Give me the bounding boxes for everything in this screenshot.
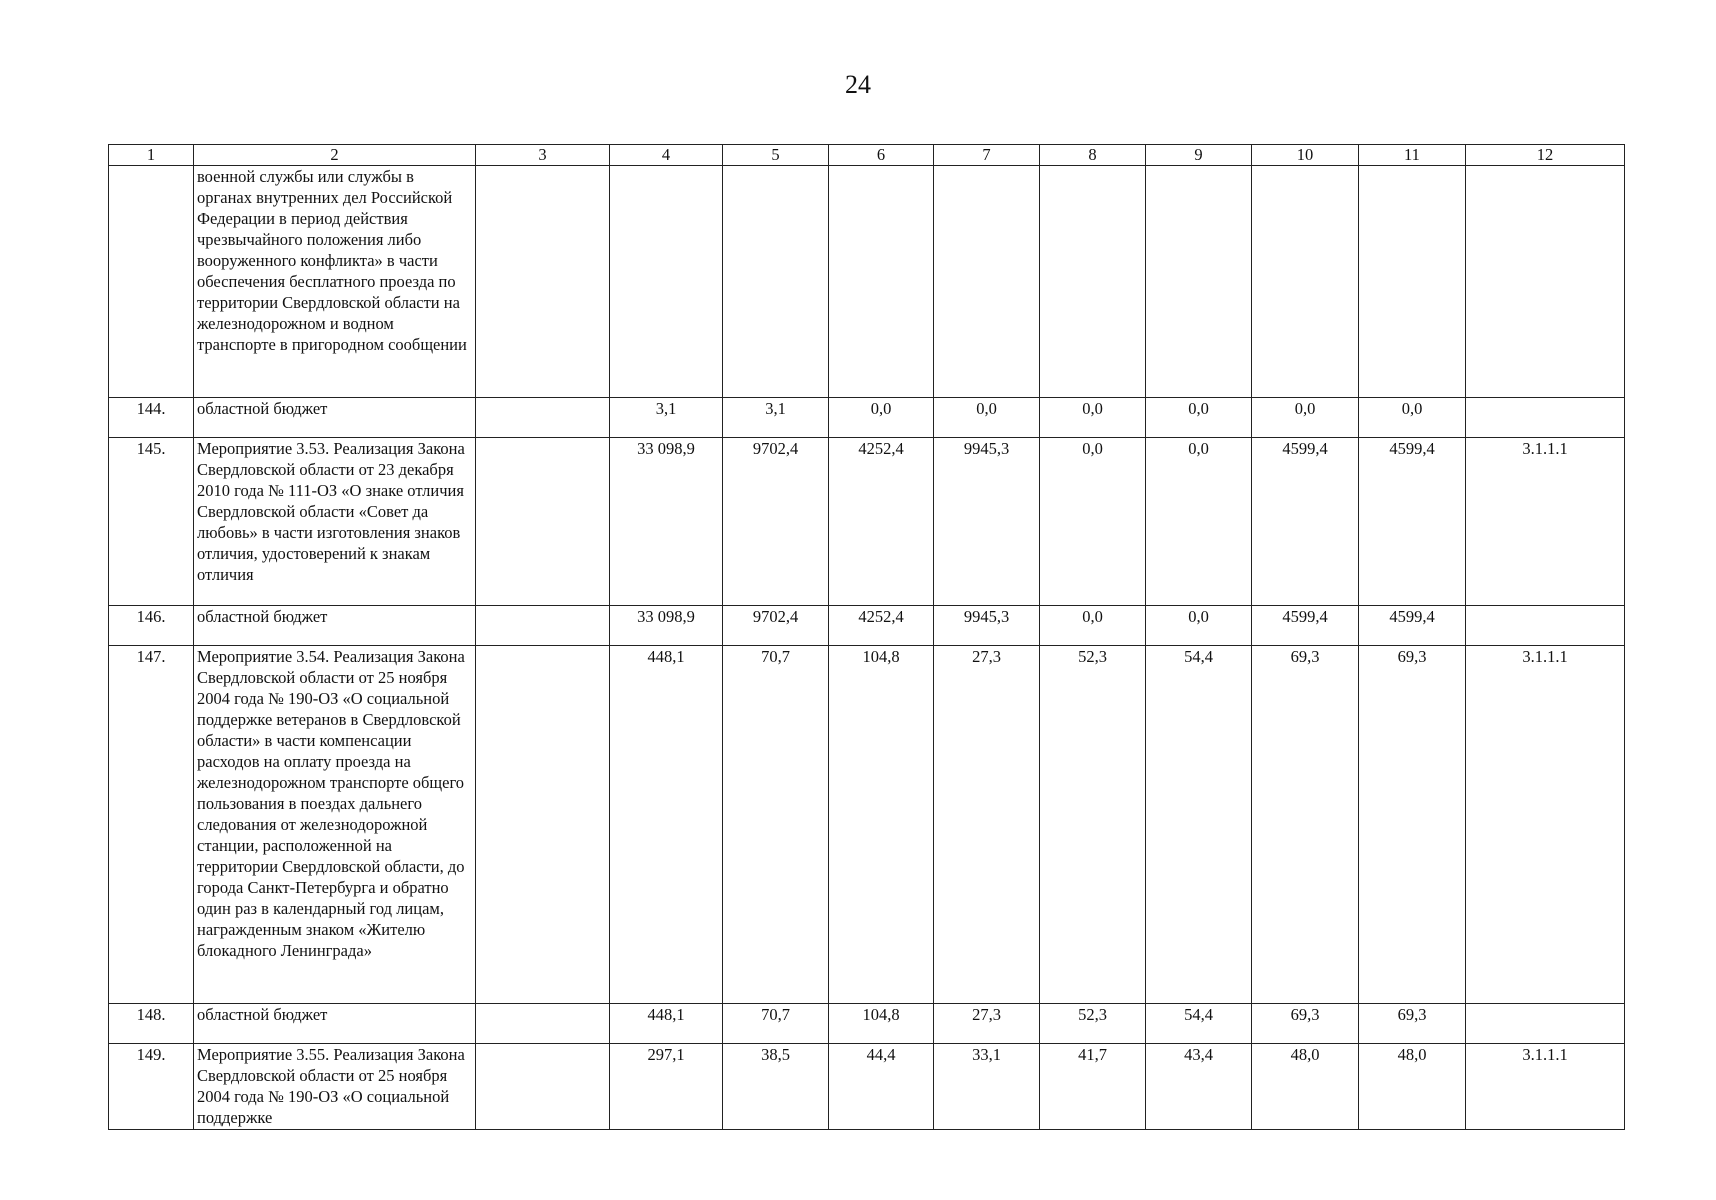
table-row (109, 1044, 1625, 1130)
table-cell: 0,0 (1040, 606, 1146, 646)
column-header: 9 (1146, 145, 1252, 166)
table-cell: 4599,4 (1359, 606, 1466, 646)
table-cell: 4599,4 (1252, 438, 1359, 606)
table-cell: 0,0 (1252, 398, 1359, 438)
table-cell (476, 646, 610, 1004)
table-cell: 4252,4 (829, 438, 934, 606)
table-cell: 38,5 (723, 1044, 829, 1130)
table-cell (1466, 398, 1625, 438)
table-cell: 9702,4 (723, 438, 829, 606)
column-header: 7 (934, 145, 1040, 166)
table-cell: 4599,4 (1359, 438, 1466, 606)
table-row (109, 1004, 1625, 1044)
table-cell: 44,4 (829, 1044, 934, 1130)
table-cell (1359, 166, 1466, 398)
table-row (109, 166, 1625, 398)
table-cell: 3.1.1.1 (1466, 1044, 1625, 1130)
table-cell: 0,0 (829, 398, 934, 438)
table-cell: 3,1 (723, 398, 829, 438)
column-header: 12 (1466, 145, 1625, 166)
row-description: областной бюджет (194, 398, 476, 438)
table-cell: 9945,3 (934, 438, 1040, 606)
table-cell: 3,1 (610, 398, 723, 438)
table-cell: 4599,4 (1252, 606, 1359, 646)
table-cell: 43,4 (1146, 1044, 1252, 1130)
table-cell: 0,0 (1146, 398, 1252, 438)
table-cell (476, 166, 610, 398)
table-cell: 3.1.1.1 (1466, 646, 1625, 1004)
table-cell: 52,3 (1040, 646, 1146, 1004)
column-header: 8 (1040, 145, 1146, 166)
table-cell (476, 398, 610, 438)
table-cell (1466, 1004, 1625, 1044)
table-cell (476, 1044, 610, 1130)
table-cell: 27,3 (934, 1004, 1040, 1044)
row-description: областной бюджет (194, 1004, 476, 1044)
column-header: 2 (194, 145, 476, 166)
table-cell (1146, 166, 1252, 398)
row-number: 145. (109, 438, 194, 606)
table-cell: 48,0 (1252, 1044, 1359, 1130)
table-cell (476, 1004, 610, 1044)
table-cell: 54,4 (1146, 646, 1252, 1004)
column-number-header-row (109, 145, 1625, 166)
table-cell: 33 098,9 (610, 606, 723, 646)
table-cell: 104,8 (829, 646, 934, 1004)
row-number: 146. (109, 606, 194, 646)
table-cell: 0,0 (1040, 398, 1146, 438)
table-row (109, 438, 1625, 606)
table-cell: 0,0 (1359, 398, 1466, 438)
column-header: 1 (109, 145, 194, 166)
table-cell: 297,1 (610, 1044, 723, 1130)
table-cell: 48,0 (1359, 1044, 1466, 1130)
table-cell: 0,0 (1146, 438, 1252, 606)
row-description: Мероприятие 3.53. Реализация Закона Свердловской области от 23 декабря 2010 года № 111-ОЗ «О знаке отличия Свердловской области «Совет да любовь» в части изготовления знаков отличия, удостоверений к знакам отличия (194, 438, 476, 606)
table-cell (1040, 166, 1146, 398)
table-cell (723, 166, 829, 398)
column-header: 6 (829, 145, 934, 166)
row-number: 144. (109, 398, 194, 438)
table-cell: 9702,4 (723, 606, 829, 646)
table-cell: 41,7 (1040, 1044, 1146, 1130)
table-cell: 448,1 (610, 646, 723, 1004)
table-cell: 0,0 (934, 398, 1040, 438)
row-number: 148. (109, 1004, 194, 1044)
table-cell: 27,3 (934, 646, 1040, 1004)
column-header: 4 (610, 145, 723, 166)
table-cell: 69,3 (1252, 1004, 1359, 1044)
table-cell (1466, 606, 1625, 646)
table-cell: 69,3 (1359, 646, 1466, 1004)
table-cell: 33 098,9 (610, 438, 723, 606)
table-cell (1252, 166, 1359, 398)
page-number: 24 (845, 70, 871, 99)
table-row (109, 398, 1625, 438)
table-cell: 9945,3 (934, 606, 1040, 646)
data-table (108, 144, 1625, 1130)
table-cell: 54,4 (1146, 1004, 1252, 1044)
table-cell: 0,0 (1040, 438, 1146, 606)
row-number: 149. (109, 1044, 194, 1130)
column-header: 11 (1359, 145, 1466, 166)
row-description: Мероприятие 3.55. Реализация Закона Свердловской области от 25 ноября 2004 года № 190-ОЗ «О социальной поддержке (194, 1044, 476, 1130)
table-cell (476, 438, 610, 606)
row-description: областной бюджет (194, 606, 476, 646)
row-description: военной службы или службы в органах внутренних дел Российской Федерации в период действия чрезвычайного положения либо вооруженного конфликта» в части обеспечения бесплатного проезда по территории Свердловской области на железнодорожном и водном транспорте в пригородном сообщении (194, 166, 476, 398)
table-cell: 70,7 (723, 646, 829, 1004)
table-cell (829, 166, 934, 398)
table-cell: 0,0 (1146, 606, 1252, 646)
column-header: 10 (1252, 145, 1359, 166)
table-cell: 69,3 (1252, 646, 1359, 1004)
table-cell: 3.1.1.1 (1466, 438, 1625, 606)
table-cell: 69,3 (1359, 1004, 1466, 1044)
table-row (109, 606, 1625, 646)
table-cell: 52,3 (1040, 1004, 1146, 1044)
row-description: Мероприятие 3.54. Реализация Закона Свердловской области от 25 ноября 2004 года № 190-ОЗ «О социальной поддержке ветеранов в Свердловской области» в части компенсации расходов на оплату проезда на железнодорожном транспорте общего пользования в поездах дальнего следования от железнодорожной станции, расположенной на территории Свердловской области, до города Санкт-Петербурга и обратно один раз в календарный год лицам, награжденным знаком «Жителю блокадного Ленинграда» (194, 646, 476, 1004)
table-row (109, 646, 1625, 1004)
table-cell: 33,1 (934, 1044, 1040, 1130)
row-number: 147. (109, 646, 194, 1004)
column-header: 3 (476, 145, 610, 166)
row-number (109, 166, 194, 398)
table-cell (1466, 166, 1625, 398)
table-cell (610, 166, 723, 398)
table-cell: 448,1 (610, 1004, 723, 1044)
table-cell: 70,7 (723, 1004, 829, 1044)
table-cell: 104,8 (829, 1004, 934, 1044)
column-header: 5 (723, 145, 829, 166)
table-cell (934, 166, 1040, 398)
table-cell (476, 606, 610, 646)
table-cell: 4252,4 (829, 606, 934, 646)
